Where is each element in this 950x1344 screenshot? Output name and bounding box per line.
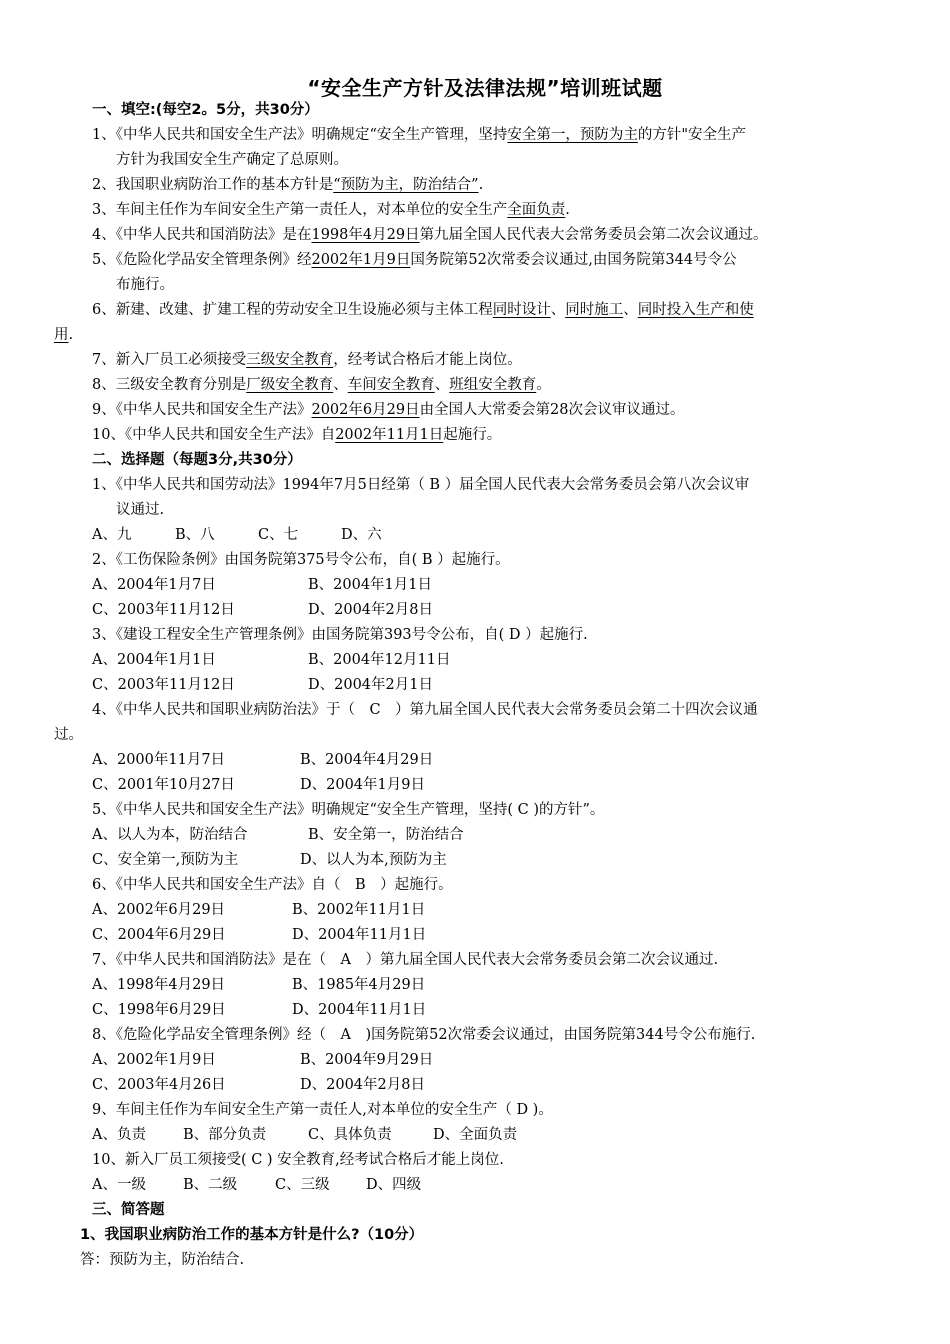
option-b: B、1985年4月29日 [292, 977, 426, 993]
option-c: C、七 [258, 527, 299, 543]
option-c: C、1998年6月29日 [92, 1002, 226, 1018]
fill-question-7: 7、新入厂员工必须接受三级安全教育，经考试合格后才能上岗位。 [92, 352, 522, 368]
option-d: D、四级 [366, 1177, 422, 1193]
option-b: B、2004年12月11日 [308, 652, 451, 668]
option-d: D、全面负责 [433, 1127, 518, 1143]
fill-question-3: 3、车间主任作为车间安全生产第一责任人，对本单位的安全生产全面负责. [92, 202, 570, 218]
choice-question-1-cont: 议通过. [116, 502, 165, 518]
fill-question-6-cont: 用. [54, 327, 74, 343]
option-a: A、负责 [92, 1127, 146, 1143]
choice-question-7: 7、《中华人民共和国消防法》是在（ A ）第九届全国人民代表大会常务委员会第二次会议通过. [92, 952, 719, 968]
choice-question-3: 3、《建设工程安全生产管理条例》由国务院第393号令公布，自( D ）起施行. [92, 627, 588, 643]
option-d: D、以人为本,预防为主 [300, 852, 447, 868]
option-c: C、2003年4月26日 [92, 1077, 226, 1093]
choice-question-2: 2、《工伤保险条例》由国务院第375号令公布，自( B ）起施行。 [92, 552, 510, 568]
option-b: B、安全第一，防治结合 [308, 827, 464, 843]
section1-heading: 一、填空:(每空2。5分，共30分） [92, 102, 319, 118]
choice-question-5: 5、《中华人民共和国安全生产法》明确规定“安全生产管理，坚持( C )的方针”。 [92, 802, 605, 818]
option-d: D、2004年11月1日 [292, 1002, 427, 1018]
option-b: B、二级 [183, 1177, 238, 1193]
option-c: C、具体负责 [308, 1127, 392, 1143]
option-d: D、2004年11月1日 [292, 927, 427, 943]
option-a: A、2000年11月7日 [92, 752, 226, 768]
choice-question-4-cont: 过。 [54, 727, 83, 743]
option-a: A、2002年6月29日 [92, 902, 226, 918]
fill-question-9: 9、《中华人民共和国安全生产法》2002年6月29日由全国人大常委会第28次会议审议通过。 [92, 402, 685, 418]
option-d: D、六 [341, 527, 382, 543]
option-d: D、2004年1月9日 [300, 777, 425, 793]
option-a: A、九 [92, 527, 132, 543]
short-answer-question-1: 1、我国职业病防治工作的基本方针是什么?（10分） [80, 1227, 424, 1243]
short-answer-answer-1: 答：预防为主，防治结合. [80, 1252, 245, 1268]
section2-heading: 二、选择题（每题3分,共30分） [92, 452, 302, 468]
option-b: B、2002年11月1日 [292, 902, 426, 918]
option-d: D、2004年2月8日 [300, 1077, 425, 1093]
option-a: A、一级 [92, 1177, 146, 1193]
choice-question-6: 6、《中华人民共和国安全生产法》自（ B ）起施行。 [92, 877, 453, 893]
option-d: D、2004年2月1日 [308, 677, 433, 693]
option-b: B、八 [175, 527, 215, 543]
fill-question-1: 1、《中华人民共和国安全生产法》明确规定“安全生产管理，坚持安全第一，预防为主的方针"安全生产 [92, 127, 747, 143]
option-b: B、2004年1月1日 [308, 577, 433, 593]
option-a: A、以人为本，防治结合 [92, 827, 248, 843]
option-c: C、2001年10月27日 [92, 777, 235, 793]
option-d: D、2004年2月8日 [308, 602, 433, 618]
option-c: C、2003年11月12日 [92, 677, 235, 693]
option-c: C、三级 [275, 1177, 330, 1193]
fill-question-5: 5、《危险化学品安全管理条例》经2002年1月9日国务院第52次常委会议通过,由国务院第344号令公 [92, 252, 737, 268]
choice-question-1: 1、《中华人民共和国劳动法》1994年7月5日经第（ B ）届全国人民代表大会常务委员会第八次会议审 [92, 477, 750, 493]
choice-question-9: 9、车间主任作为车间安全生产第一责任人,对本单位的安全生产（ D )。 [92, 1102, 553, 1118]
option-b: B、2004年9月29日 [300, 1052, 434, 1068]
fill-question-1-cont: 方针为我国安全生产确定了总原则。 [116, 152, 348, 168]
fill-question-8: 8、三级安全教育分别是厂级安全教育、车间安全教育、班组安全教育。 [92, 377, 551, 393]
fill-question-10: 10、《中华人民共和国安全生产法》自2002年11月1日起施行。 [92, 427, 502, 443]
option-a: A、1998年4月29日 [92, 977, 226, 993]
option-a: A、2002年1月9日 [92, 1052, 216, 1068]
option-a: A、2004年1月7日 [92, 577, 216, 593]
document-title: “安全生产方针及法律法规”培训班试题 [307, 76, 663, 100]
fill-question-2: 2、我国职业病防治工作的基本方针是“预防为主，防治结合”. [92, 177, 484, 193]
option-b: B、部分负责 [183, 1127, 267, 1143]
choice-question-10: 10、新入厂员工须接受( C ) 安全教育,经考试合格后才能上岗位. [92, 1152, 504, 1168]
section3-heading: 三、简答题 [92, 1202, 165, 1218]
option-c: C、2004年6月29日 [92, 927, 226, 943]
option-c: C、2003年11月12日 [92, 602, 235, 618]
option-c: C、安全第一,预防为主 [92, 852, 239, 868]
choice-question-4: 4、《中华人民共和国职业病防治法》于（ C ）第九届全国人民代表大会常务委员会第二十四次会议通 [92, 702, 758, 718]
option-b: B、2004年4月29日 [300, 752, 434, 768]
option-a: A、2004年1月1日 [92, 652, 216, 668]
fill-question-4: 4、《中华人民共和国消防法》是在1998年4月29日第九届全国人民代表大会常务委员会第二次会议通过。 [92, 227, 768, 243]
fill-question-5-cont: 布施行。 [116, 277, 174, 293]
fill-question-6: 6、新建、改建、扩建工程的劳动安全卫生设施必须与主体工程同时设计、同时施工、同时投入生产和使 [92, 302, 754, 318]
choice-question-8: 8、《危险化学品安全管理条例》经（ A )国务院第52次常委会议通过，由国务院第344号令公布施行. [92, 1027, 756, 1043]
